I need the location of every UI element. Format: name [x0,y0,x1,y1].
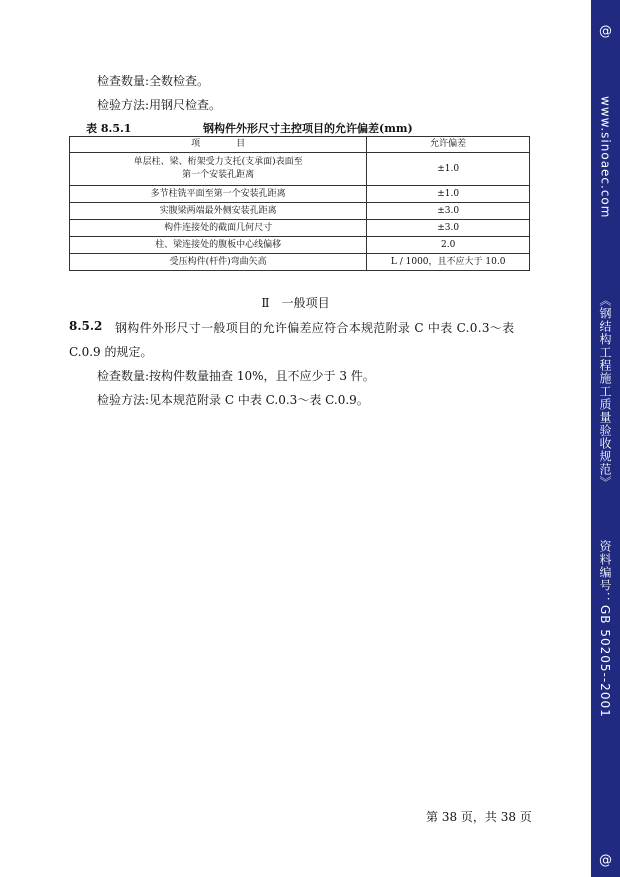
row-item [70,153,367,186]
table-title: 钢构件外形尺寸主控项目的允许偏差(mm) [203,122,413,135]
header-tolerance: 允许偏差 [367,137,530,153]
tolerance-table [69,136,530,271]
row-value: ±1.0 [367,186,530,203]
sidebar-band [591,0,620,877]
at-icon: @ [599,24,612,39]
row-value: L / 1000，且不应大于 10.0 [367,254,530,271]
row-value: 2.0 [367,237,530,254]
row-value: ±3.0 [367,220,530,237]
doc-number-text: 资料编号：GB 50205--2001 [598,540,612,718]
website-text: www.sinoaec.com [598,96,613,219]
book-title-text: 《钢结构工程施工质量验收规范》 [598,294,612,489]
table-row [70,254,530,271]
row-item: 实腹梁两端最外侧安装孔距离 [70,203,367,220]
row-item-line: 第一个安装孔距离 [182,170,255,180]
table-row [70,220,530,237]
row-item: 构件连接处的截面几何尺寸 [70,220,367,237]
table-row [70,203,530,220]
row-value: ±3.0 [367,203,530,220]
row-item: 柱、梁连接处的腹板中心线偏移 [70,237,367,254]
inspection-method-line: 检验方法:见本规范附录 C 中表 C.0.3～表 C.0.9。 [97,393,369,407]
row-item: 多节柱铣平面至第一个安装孔距离 [70,186,367,203]
row-item-line: 单层柱、梁、桁架受力支托(支承面)表面至 [133,157,303,167]
clause-text-line2: C.0.9 的规定。 [69,345,153,359]
check-method-line: 检验方法:用钢尺检查。 [97,98,222,112]
at-icon: @ [599,853,612,868]
table-row [70,237,530,254]
clause-text-line1: 钢构件外形尺寸一般项目的允许偏差应符合本规范附录 C 中表 C.0.3～表 [115,321,515,335]
table-row [70,153,530,186]
section-heading: Ⅱ 一般项目 [261,296,330,310]
page-footer: 第 38 页，共 38 页 [426,810,532,824]
sample-quantity-line: 检查数量:按构件数量抽查 10%，且不应少于 3 件。 [97,369,375,383]
row-item: 受压构件(杆件)弯曲矢高 [70,254,367,271]
clause-number: 8.5.2 [69,319,103,333]
table-row [70,186,530,203]
row-value: ±1.0 [367,153,530,186]
table-header-row [70,137,530,153]
table-number: 表 8.5.1 [86,122,132,135]
check-quantity-line: 检查数量:全数检查。 [97,74,210,88]
header-item: 项 目 [70,137,367,153]
